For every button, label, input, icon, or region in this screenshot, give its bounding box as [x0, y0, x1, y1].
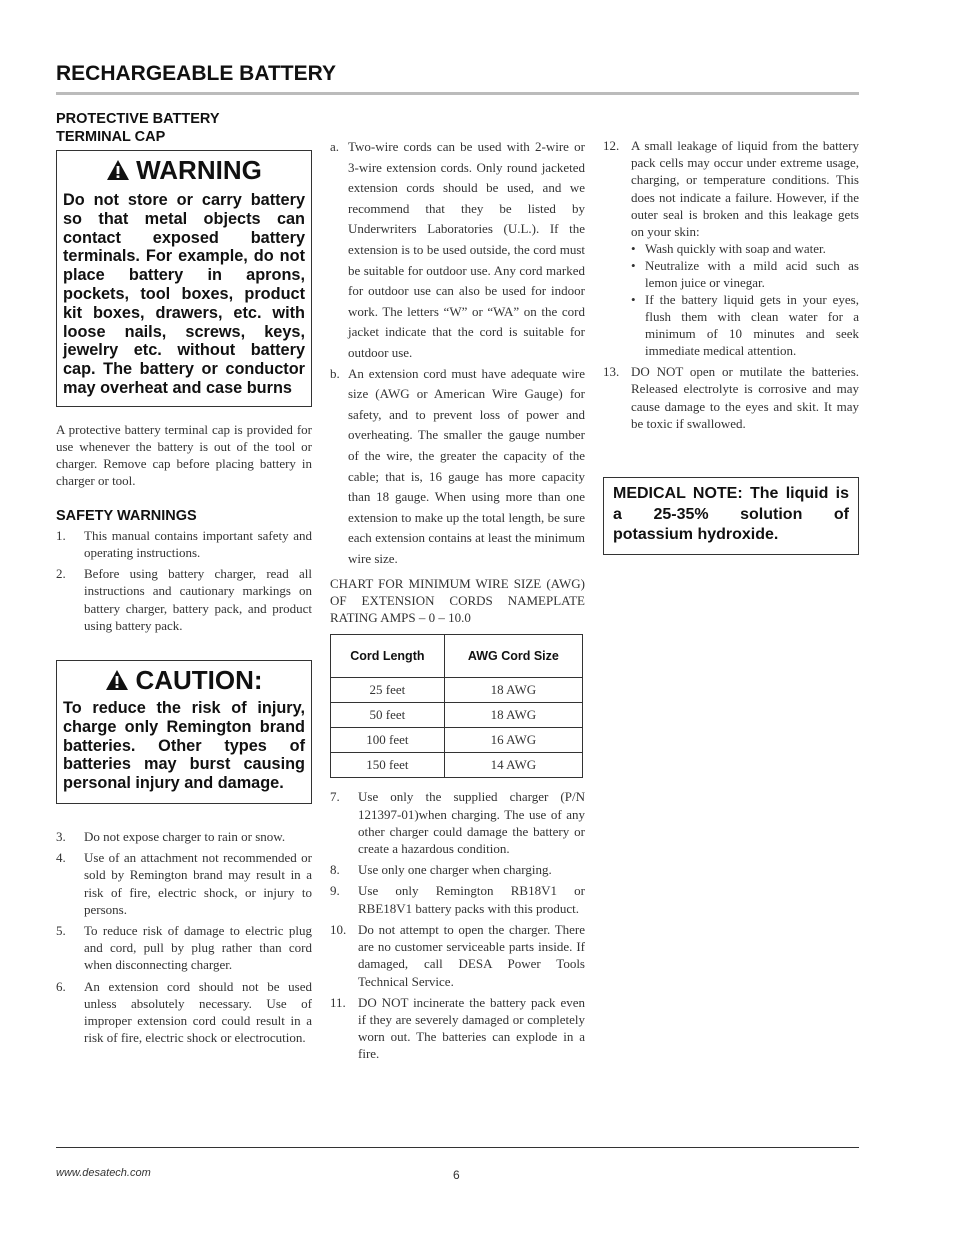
item-text: Two-wire cords can be used with 2-wire or 3-wire extension cords. Only round jacketed extension cords should be used, and we recommend that they be listed by Underwriters Laboratories (U.L.). If the extension is to be used outside, the cord must be suitable for outdoor use. Any cord marked for outdoor use can also be used for indoor work. The letters “W” or “WA” on the cord jacket indicate that the cord is suitable for outdoor use. [348, 139, 585, 360]
table-header-row [331, 635, 583, 678]
heading-line-1: PROTECTIVE BATTERY [56, 111, 220, 127]
list-item [330, 921, 585, 990]
caution-box [56, 660, 312, 804]
bullet-item [631, 240, 859, 257]
warning-label: WARNING [136, 155, 262, 185]
list-item [56, 978, 312, 1047]
section-heading-terminal-cap [56, 110, 312, 146]
safety-list-c [330, 788, 585, 1062]
item-text: An extension cord should not be used unless absolutely necessary. Use of improper extension cord could result in a risk of fire, electric shock or electrocution. [84, 978, 312, 1046]
item-number: 5. [56, 922, 66, 938]
table-row [331, 728, 583, 753]
section-heading-safety-warnings: SAFETY WARNINGS [56, 507, 197, 524]
list-item [56, 565, 312, 634]
chart-caption: CHART FOR MINIMUM WIRE SIZE (AWG) OF EXTENSION CORDS NAMEPLATE RATING AMPS – 0 – 10.0 [330, 576, 585, 626]
list-item [603, 363, 859, 432]
caution-text: To reduce the risk of injury, charge only Remington brand batteries. Other types of batteries may burst causing personal injury and damage. [63, 698, 305, 793]
item-number: 2. [56, 566, 66, 582]
heading-line-2: TERMINAL CAP [56, 129, 166, 145]
item-text: Use only one charger when charging. [358, 862, 552, 878]
item-number: 9. [330, 883, 340, 899]
item-number: a. [330, 139, 340, 154]
list-item [330, 137, 585, 364]
cell-awg-size: 18 AWG [444, 703, 582, 728]
column-left [56, 110, 312, 1050]
list-item [56, 527, 312, 561]
column-middle [330, 137, 585, 1067]
caution-triangle-icon [105, 669, 129, 691]
list-item [56, 922, 312, 974]
bullet-dot-icon: • [631, 258, 636, 274]
item-text: An extension cord must have adequate wire size (AWG or American Wire Gauge) for safety, and to prevent loss of power and overheating. The smaller the gauge number of the wire, the greater the capacity of the cable; that is, 16 gauge has more capacity than 18 gauge. When using more than one extension to make up the total length, be sure each extension contains at least the minimum wire size. [348, 365, 585, 566]
item-text: DO NOT incinerate the battery pack even if they are severely damaged or completely worn out. The batteries can explode in a fire. [358, 994, 585, 1062]
table-row [331, 753, 583, 778]
bullet-text: Neutralize with a mild acid such as lemon juice or vinegar. [645, 258, 859, 291]
bullet-dot-icon: • [631, 241, 636, 257]
caution-header [63, 665, 305, 695]
footer-url[interactable]: www.desatech.com [56, 1167, 151, 1179]
cell-cord-length: 25 feet [331, 678, 445, 703]
table-row [331, 678, 583, 703]
warning-box [56, 150, 312, 407]
bullet-text: Wash quickly with soap and water. [645, 241, 826, 257]
item-number: 13. [603, 364, 620, 380]
header-awg-size: AWG Cord Size [444, 635, 582, 678]
warning-triangle-icon [106, 159, 130, 181]
list-item [330, 364, 585, 570]
item-text: To reduce risk of damage to electric plug and cord, pull by plug rather than cord when disconnecting charger. [84, 922, 312, 973]
item-text: Use of an attachment not recommended or sold by Remington brand may result in a risk of fire, electric shock, or injury to persons. [84, 850, 312, 917]
skin-bullet-list [603, 240, 859, 359]
item-number: 10. [330, 921, 347, 937]
item-text: Do not expose charger to rain or snow. [84, 828, 286, 844]
item-text: Use only the supplied charger (P/N 121397-01)when charging. The use of any other charger could damage the battery or create a hazardous condition. [358, 789, 585, 857]
header-cord-length: Cord Length [331, 635, 445, 678]
cell-awg-size: 16 AWG [444, 728, 582, 753]
list-item [56, 849, 312, 918]
item-number: 4. [56, 850, 66, 866]
caution-label: CAUTION: [135, 664, 263, 695]
item-text: This manual contains important safety and operating instructions. [84, 527, 312, 560]
footer-rule [56, 1147, 859, 1148]
table-body [331, 678, 583, 778]
item-number: 1. [56, 527, 66, 543]
page-number: 6 [453, 1168, 460, 1182]
list-item [330, 994, 585, 1063]
item-number: 3. [56, 828, 66, 844]
item-number: 8. [330, 862, 340, 878]
item-number: 12. [603, 138, 620, 153]
item-text: Use only Remington RB18V1 or RBE18V1 battery packs with this product. [358, 883, 585, 916]
safety-list-a [56, 527, 312, 634]
list-item [56, 828, 312, 845]
table-row [331, 703, 583, 728]
column-right [603, 137, 859, 555]
cell-cord-length: 50 feet [331, 703, 445, 728]
title-rule [56, 92, 859, 95]
cell-awg-size: 14 AWG [444, 753, 582, 778]
cell-cord-length: 100 feet [331, 728, 445, 753]
extension-cord-sublist [330, 137, 585, 569]
bullet-item [631, 291, 859, 359]
item-text: DO NOT open or mutilate the batteries. Released electrolyte is corrosive and may cause damage to the eyes and skit. It may be toxic if swallowed. [631, 364, 859, 431]
cell-cord-length: 150 feet [331, 753, 445, 778]
item-text: Before using battery charger, read all instructions and cautionary markings on battery charger, battery pack, and product using battery pack. [84, 566, 312, 633]
safety-list-e [603, 363, 859, 432]
bullet-item [631, 257, 859, 291]
item-number: 7. [330, 789, 340, 805]
bullet-dot-icon: • [631, 292, 636, 308]
item-number: b. [330, 365, 340, 381]
warning-header [63, 155, 305, 185]
list-item [330, 788, 585, 857]
item-text: A small leakage of liquid from the battery pack cells may occur under extreme usage, charging, or temperature conditions. This does not indicate a failure. However, if the outer seal is broken and this leakage gets on your skin: [631, 138, 859, 240]
cell-awg-size: 18 AWG [444, 678, 582, 703]
cap-paragraph: A protective battery terminal cap is provided for use whenever the battery is out of the tool or charger. Remove cap before placing battery in charger or tool. [56, 421, 312, 488]
item-number: 11. [330, 994, 346, 1010]
bullet-text: If the battery liquid gets in your eyes, flush them with clean water for a minimum of 10 minutes and seek immediate medical attention. [645, 292, 859, 359]
safety-list-b [56, 828, 312, 1046]
warning-text: Do not store or carry battery so that metal objects can contact exposed battery terminals. For example, do not place battery in aprons, pockets, tool boxes, product kit boxes, drawers, etc. with loose nails, screws, keys, jewelry etc. without battery cap. The battery or conductor may overheat and case burns [63, 191, 305, 397]
safety-list-d [603, 137, 859, 240]
awg-table [330, 634, 583, 778]
item-number: 6. [56, 978, 66, 994]
medical-note-box: MEDICAL NOTE: The liquid is a 25-35% solution of potassium hydroxide. [603, 477, 859, 555]
item-text: Do not attempt to open the charger. There are no customer serviceable parts inside. If damaged, call DESA Power Tools Technical Service. [358, 921, 585, 989]
list-item [603, 137, 859, 240]
list-item [330, 882, 585, 916]
list-item [330, 861, 585, 878]
page-title: RECHARGEABLE BATTERY [56, 62, 337, 85]
